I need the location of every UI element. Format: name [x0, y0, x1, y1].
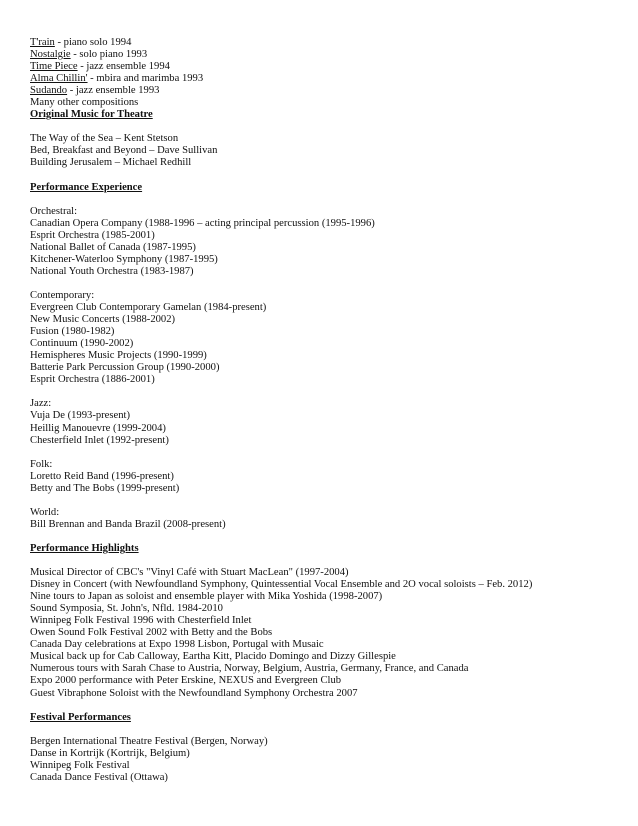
composition-item: [30, 73, 630, 85]
many-other-compositions: Many other compositions: [30, 97, 139, 109]
composition-item: [30, 85, 630, 97]
compositions-list: [30, 37, 630, 109]
highlight-item: Musical Director of CBC's "Vinyl Café with Stuart MacLean" (1997-2004): [30, 567, 349, 579]
composition-title: Time Piece: [30, 61, 78, 73]
spacer: [30, 447, 630, 459]
festival-item: Winnipeg Folk Festival: [30, 759, 130, 771]
festival-item: Bergen International Theatre Festival (Bergen, Norway): [30, 735, 268, 747]
festivals-heading: Festival Performances: [30, 711, 131, 723]
composition-title: T'rain: [30, 37, 55, 48]
spacer: [30, 121, 630, 133]
spacer: [30, 531, 630, 543]
composition-title: Alma Chillin': [30, 73, 88, 85]
highlight-item: Sound Symposia, St. John's, Nfld. 1984-2010: [30, 603, 223, 615]
spacer: [30, 724, 630, 736]
contemporary-label: Contemporary:: [30, 289, 95, 301]
jazz-item: Chesterfield Inlet (1992-present): [30, 434, 169, 446]
highlight-item: Canada Day celebrations at Expo 1998 Lisbon, Portugal with Musaic: [30, 639, 324, 651]
composition-item: [30, 49, 630, 61]
composition-desc: - solo piano 1993: [70, 49, 148, 61]
contemporary-item: Continuum (1990-2002): [30, 338, 134, 350]
highlight-item: Numerous tours with Sarah Chase to Austria, Norway, Belgium, Austria, Germany, France, and Canada: [30, 663, 469, 675]
orchestral-item: Canadian Opera Company (1988-1996 – acting principal percussion (1995-1996): [30, 217, 375, 229]
theatre-item: Bed, Breakfast and Beyond – Dave Sullivan: [30, 145, 218, 157]
composition-item: [30, 37, 630, 49]
world-item: Bill Brennan and Banda Brazil (2008-present): [30, 518, 226, 530]
composition-desc: - jazz ensemble 1994: [77, 61, 170, 73]
spacer: [30, 495, 630, 507]
highlight-item: Musical back up for Cab Calloway, Eartha Kitt, Placido Domingo and Dizzy Gillespie: [30, 651, 396, 663]
contemporary-item: New Music Concerts (1988-2002): [30, 314, 176, 326]
jazz-label: Jazz:: [30, 398, 52, 410]
contemporary-item: Batterie Park Percussion Group (1990-2000): [30, 362, 220, 374]
jazz-item: Heillig Manouevre (1999-2004): [30, 422, 166, 434]
contemporary-item: Evergreen Club Contemporary Gamelan (1984-present): [30, 302, 267, 314]
highlight-item: Guest Vibraphone Soloist with the Newfoundland Symphony Orchestra 2007: [30, 687, 358, 699]
highlights-heading: Performance Highlights: [30, 542, 139, 554]
folk-label: Folk:: [30, 458, 53, 470]
highlight-item: Disney in Concert (with Newfoundland Symphony, Quintessential Vocal Ensemble and 2O vocal soloists – Feb. 2012): [30, 579, 533, 591]
highlight-item: Winnipeg Folk Festival 1996 with Chesterfield Inlet: [30, 615, 252, 627]
spacer: [30, 555, 630, 567]
spacer: [30, 170, 630, 182]
highlight-item: Nine tours to Japan as soloist and ensemble player with Mika Yoshida (1998-2007): [30, 591, 383, 603]
performance-heading: Performance Experience: [30, 181, 143, 193]
composition-item: [30, 61, 630, 73]
composition-desc: - piano solo 1994: [54, 37, 132, 48]
orchestral-item: National Youth Orchestra (1983-1987): [30, 265, 194, 277]
contemporary-item: Fusion (1980-1982): [30, 326, 115, 338]
composition-title: Nostalgie: [30, 49, 71, 61]
spacer: [30, 194, 630, 206]
spacer: [30, 386, 630, 398]
contemporary-item: Hemispheres Music Projects (1990-1999): [30, 350, 207, 362]
festival-item: Danse in Kortrijk (Kortrijk, Belgium): [30, 747, 190, 759]
contemporary-item: Esprit Orchestra (1886-2001): [30, 374, 155, 386]
orchestral-label: Orchestral:: [30, 205, 78, 217]
festival-item: Canada Dance Festival (Ottawa): [30, 771, 168, 783]
spacer: [30, 700, 630, 712]
orchestral-item: National Ballet of Canada (1987-1995): [30, 241, 196, 253]
theatre-item: Building Jerusalem – Michael Redhill: [30, 157, 192, 169]
composition-title: Sudando: [30, 85, 68, 97]
resume-page: [30, 37, 630, 784]
folk-item: Loretto Reid Band (1996-present): [30, 470, 174, 482]
theatre-item: The Way of the Sea – Kent Stetson: [30, 133, 179, 145]
theatre-heading: Original Music for Theatre: [30, 109, 153, 121]
composition-desc: - jazz ensemble 1993: [67, 85, 160, 97]
world-label: World:: [30, 506, 60, 518]
highlight-item: Owen Sound Folk Festival 2002 with Betty and the Bobs: [30, 627, 273, 639]
orchestral-item: Esprit Orchestra (1985-2001): [30, 229, 155, 241]
spacer: [30, 278, 630, 290]
highlight-item: Expo 2000 performance with Peter Erskine, NEXUS and Evergreen Club: [30, 675, 342, 687]
composition-desc: - mbira and marimba 1993: [87, 73, 204, 85]
folk-item: Betty and The Bobs (1999-present): [30, 482, 180, 494]
jazz-item: Vuja De (1993-present): [30, 410, 130, 422]
orchestral-item: Kitchener-Waterloo Symphony (1987-1995): [30, 253, 218, 265]
